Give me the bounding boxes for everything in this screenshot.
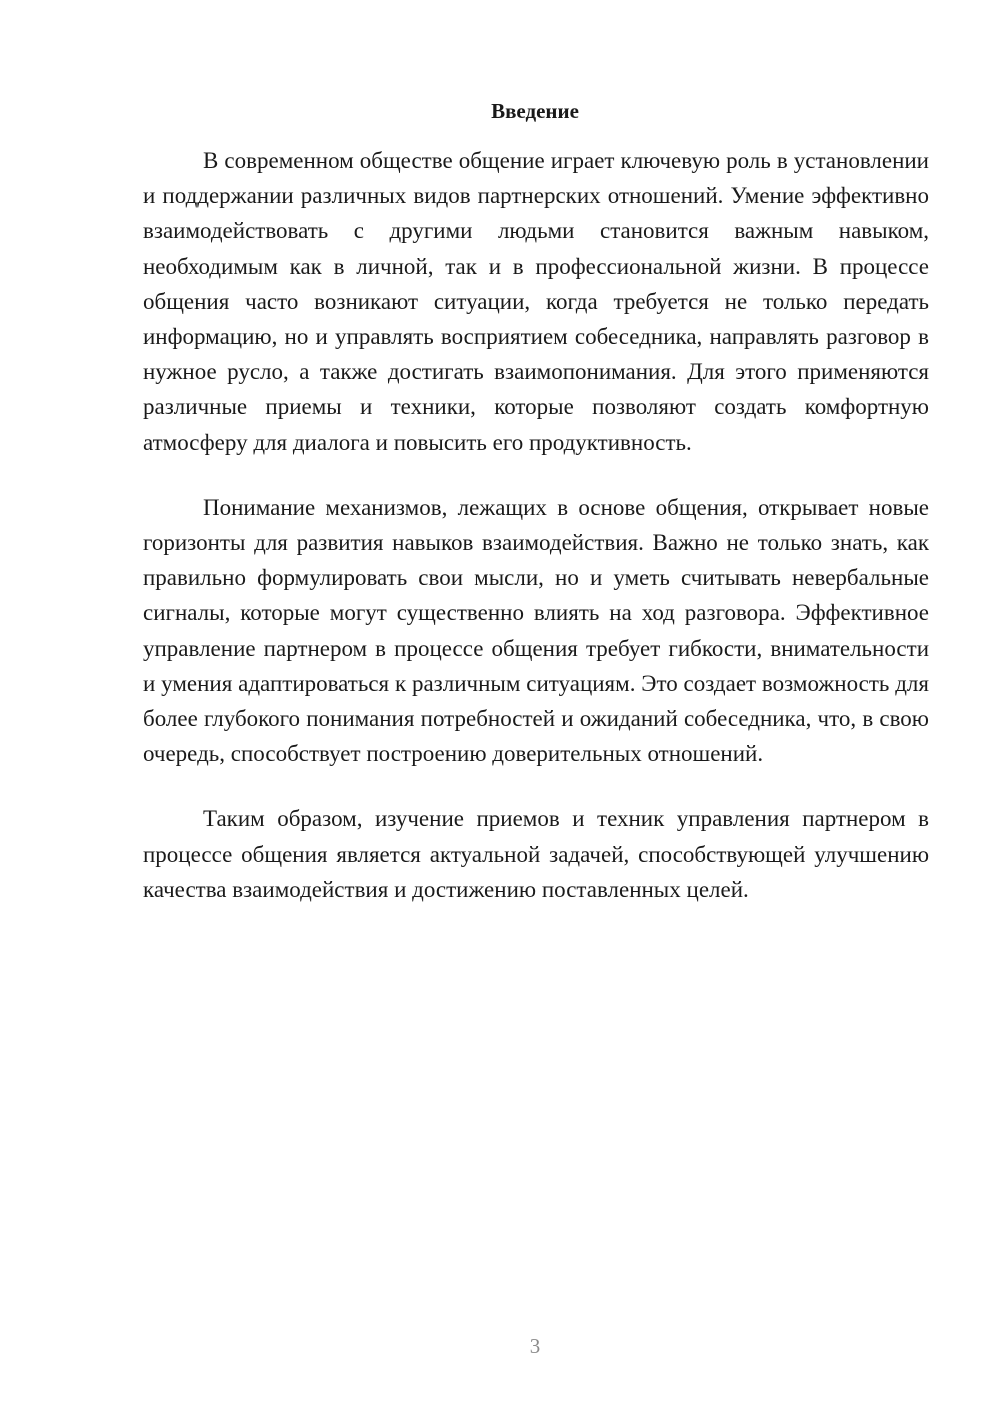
paragraph-3: Таким образом, изучение приемов и техник управления партнером в процессе общения является актуальной задачей, способствующей улучшению качества взаимодействия и достижению поставленных целей. <box>143 806 929 902</box>
section-heading: Введение <box>491 99 579 123</box>
paragraph-1: В современном обществе общение играет ключевую роль в установлении и поддержании различных видов партнерских отношений. Умение эффективно взаимодействовать с другими людьми становится важным навыком, необходимым как в личной, так и в профессиональной жизни. В процессе общения часто возникают ситуации, когда требуется не только передать информацию, но и управлять восприятием собеседника, направлять разговор в нужное русло, а также достигать взаимопонимания. Для этого применяются различные приемы и техники, которые позволяют создать комфортную атмосферу для диалога и повысить его продуктивность. <box>143 148 929 455</box>
body-text <box>143 143 929 937</box>
page-number: 3 <box>529 1334 541 1358</box>
paragraph-2: Понимание механизмов, лежащих в основе общения, открывает новые горизонты для развития навыков взаимодействия. Важно не только знать, как правильно формулировать свои мысли, но и уметь считывать невербальные сигналы, которые могут существенно влиять на ход разговора. Эффективное управление партнером в процессе общения требует гибкости, внимательности и умения адаптироваться к различным ситуациям. Это создает возможность для более глубокого понимания потребностей и ожиданий собеседника, что, в свою очередь, способствует построению доверительных отношений. <box>143 494 929 767</box>
